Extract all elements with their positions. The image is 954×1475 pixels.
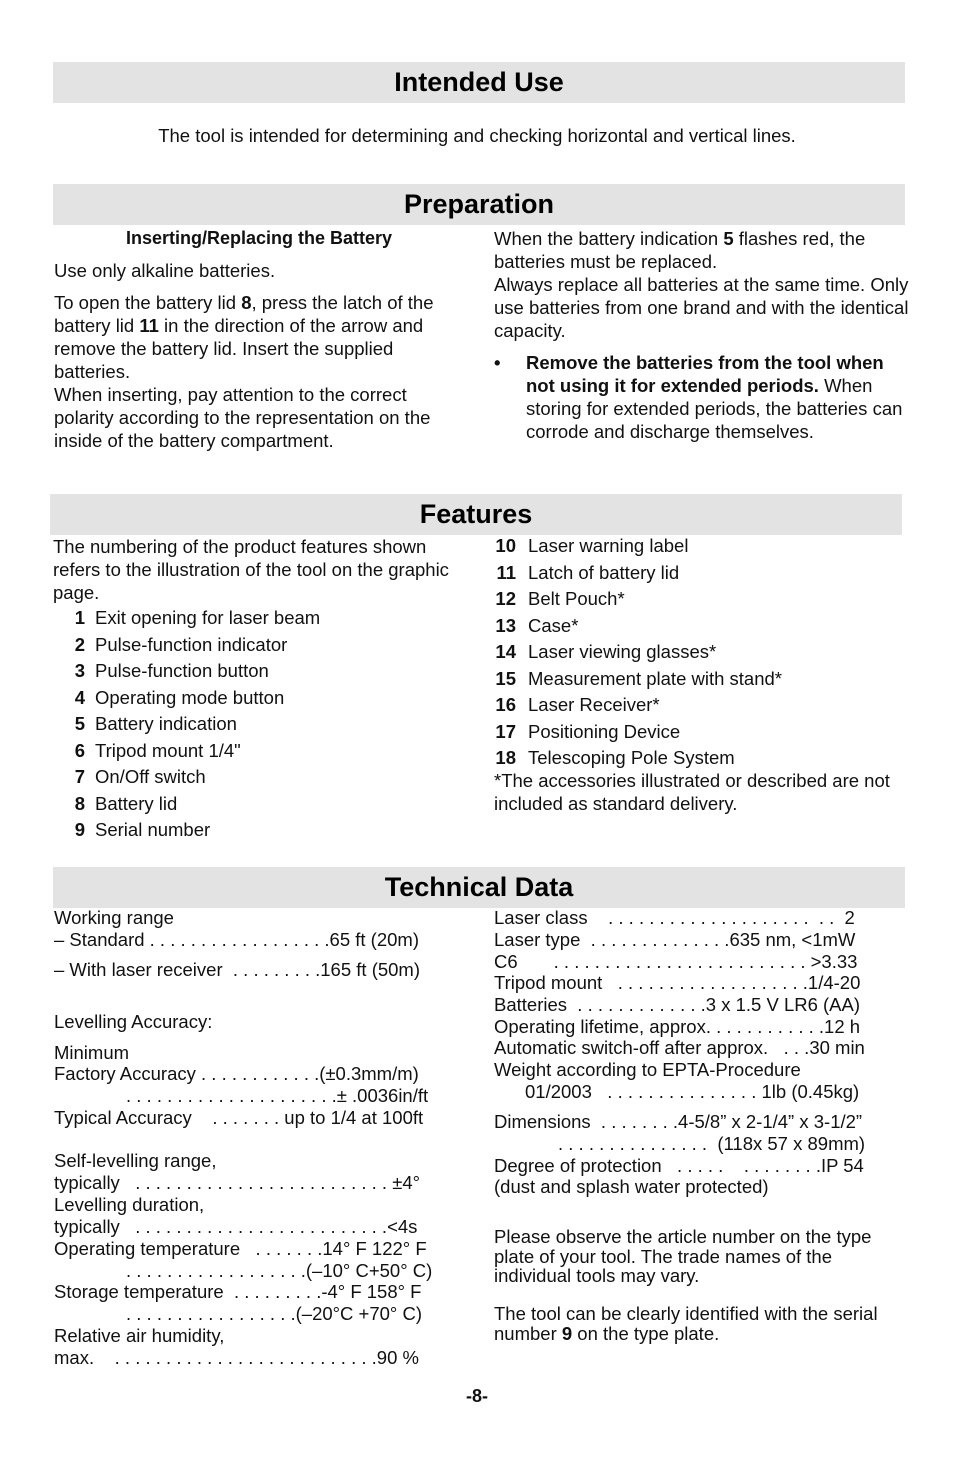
feature-label: Laser warning label bbox=[528, 535, 689, 556]
factory-accuracy: Factory Accuracy . . . . . . . . . . . .(±0.3mm/m) bbox=[54, 1063, 419, 1084]
operating-temperature: Operating temperature . . . . . . .14° F 122° F bbox=[54, 1238, 427, 1259]
feature-label: Tripod mount 1/4" bbox=[95, 739, 241, 761]
intended-use-heading: Intended Use bbox=[53, 62, 905, 103]
storage-temperature: Storage temperature . . . . . . . . .-4° F 158° F bbox=[54, 1281, 422, 1302]
feature-number: 18 bbox=[495, 747, 516, 768]
minimum-label: Minimum bbox=[54, 1042, 130, 1063]
factory-accuracy-inches: . . . . . . . . . . . . . . . . . . . . .± .0036in/ft bbox=[126, 1085, 429, 1106]
weight-value: 01/2003 . . . . . . . . . . . . . . . 1lb (0.45kg) bbox=[525, 1081, 860, 1102]
feature-item bbox=[494, 586, 910, 613]
feature-label: Pulse-function indicator bbox=[95, 633, 288, 655]
feature-label: Case* bbox=[528, 614, 579, 636]
feature-number: 2 bbox=[74, 633, 85, 655]
feature-number: 13 bbox=[495, 614, 516, 636]
feature-item bbox=[494, 692, 910, 719]
features-list-right bbox=[494, 533, 910, 772]
feature-item bbox=[494, 719, 910, 746]
feature-label: Laser Receiver* bbox=[528, 694, 660, 715]
battery-flash-note: When the battery indication 5 flashes red, the batteries must be replaced. bbox=[494, 228, 866, 272]
auto-switch-off: Automatic switch-off after approx. . . .30 min bbox=[494, 1037, 865, 1058]
feature-item bbox=[494, 639, 910, 666]
feature-label: Exit opening for laser beam bbox=[95, 607, 321, 628]
remove-batteries-warning: • Remove the batteries from the tool when not using it for extended periods. When storing for extended periods, the batteries can corrode and discharge themselves. bbox=[494, 352, 903, 442]
laser-type: Laser type . . . . . . . . . . . . . .635 nm, <1mW bbox=[494, 929, 856, 950]
feature-item bbox=[53, 711, 463, 738]
serial-number-note: The tool can be clearly identified with the serial number 9 on the type plate. bbox=[494, 1303, 878, 1344]
feature-label: Operating mode button bbox=[95, 686, 285, 708]
feature-label: On/Off switch bbox=[95, 766, 206, 787]
operating-lifetime: Operating lifetime, approx. . . . . . . . . . . .12 h bbox=[494, 1016, 861, 1037]
feature-item bbox=[53, 817, 463, 844]
feature-item bbox=[494, 613, 910, 640]
feature-label: Laser viewing glasses* bbox=[528, 641, 717, 662]
page-number: -8- bbox=[466, 1386, 488, 1406]
features-right-column bbox=[494, 533, 910, 815]
weight-label: Weight according to EPTA-Procedure bbox=[494, 1059, 801, 1080]
intended-use-text: The tool is intended for determining and checking horizontal and vertical lines. bbox=[158, 125, 796, 146]
feature-label: Serial number bbox=[95, 819, 211, 840]
tripod-mount: Tripod mount . . . . . . . . . . . . . . . . . . .1/4-20 bbox=[494, 972, 861, 993]
features-intro: The numbering of the product features shown refers to the illustration of the tool on the graphic page. bbox=[53, 536, 449, 603]
receiver-range: – With laser receiver . . . . . . . . .165 ft (50m) bbox=[54, 959, 420, 980]
self-levelling-value: typically . . . . . . . . . . . . . . . . . . . . . . . . . ±4° bbox=[54, 1172, 421, 1193]
preparation-right-column bbox=[494, 227, 910, 443]
storage-temperature-celsius: . . . . . . . . . . . . . . . . .(–20°C +70° C) bbox=[126, 1303, 422, 1324]
dimensions-inches: Dimensions . . . . . . . .4-5/8” x 2-1/4” x 3-1/2” bbox=[494, 1111, 863, 1132]
laser-class: Laser class . . . . . . . . . . . . . . . . . . . . . . 2 bbox=[494, 907, 855, 928]
feature-item bbox=[53, 738, 463, 765]
feature-number: 6 bbox=[74, 739, 85, 761]
batteries-spec: Batteries . . . . . . . . . . . . .3 x 1.5 V LR6 (AA) bbox=[494, 994, 861, 1015]
features-list-left bbox=[53, 605, 463, 844]
protection-note: (dust and splash water protected) bbox=[494, 1176, 769, 1197]
dimensions-mm: . . . . . . . . . . . . . . . (118x 57 x 89mm) bbox=[558, 1133, 866, 1154]
feature-number: 12 bbox=[495, 588, 516, 609]
accessories-footnote: *The accessories illustrated or described are not included as standard delivery. bbox=[494, 769, 890, 814]
feature-item bbox=[53, 791, 463, 818]
levelling-duration-label: Levelling duration, bbox=[54, 1194, 205, 1215]
feature-label: Measurement plate with stand* bbox=[528, 667, 782, 689]
technical-data-heading: Technical Data bbox=[53, 867, 905, 908]
feature-number: 8 bbox=[74, 792, 85, 814]
polarity-note: When inserting, pay attention to the correct polarity according to the representation on the inside of the battery compartment. bbox=[54, 384, 431, 451]
feature-label: Positioning Device bbox=[528, 720, 681, 742]
feature-item bbox=[53, 658, 463, 685]
feature-number: 15 bbox=[495, 667, 516, 689]
feature-number: 11 bbox=[496, 561, 516, 583]
standard-range: – Standard . . . . . . . . . . . . . . . . . .65 ft (20m) bbox=[54, 929, 419, 950]
features-heading: Features bbox=[50, 494, 902, 535]
alkaline-note: Use only alkaline batteries. bbox=[54, 260, 276, 281]
feature-item bbox=[494, 533, 910, 560]
working-range-label: Working range bbox=[54, 907, 174, 928]
typical-accuracy: Typical Accuracy . . . . . . . up to 1/4 at 100ft bbox=[54, 1107, 424, 1128]
feature-item bbox=[53, 685, 463, 712]
feature-item bbox=[53, 632, 463, 659]
feature-item bbox=[494, 560, 910, 587]
operating-temperature-celsius: . . . . . . . . . . . . . . . . . .(–10° C+50° C) bbox=[126, 1260, 433, 1281]
feature-label: Pulse-function button bbox=[95, 660, 269, 681]
feature-number: 10 bbox=[495, 535, 516, 556]
feature-label: Belt Pouch* bbox=[528, 588, 625, 609]
feature-number: 4 bbox=[74, 686, 85, 708]
feature-label: Telescoping Pole System bbox=[528, 747, 735, 768]
feature-number: 16 bbox=[495, 694, 516, 715]
feature-number: 5 bbox=[74, 713, 85, 734]
feature-number: 14 bbox=[495, 641, 516, 662]
replace-batteries-note: Always replace all batteries at the same time. Only use batteries from one brand and with the identical capacity. bbox=[494, 274, 909, 341]
self-levelling-label: Self-levelling range, bbox=[54, 1150, 217, 1171]
preparation-left-column bbox=[54, 227, 464, 452]
feature-number: 7 bbox=[74, 766, 85, 787]
feature-label: Latch of battery lid bbox=[528, 561, 680, 583]
preparation-heading: Preparation bbox=[53, 184, 905, 225]
feature-item bbox=[53, 764, 463, 791]
open-lid-instructions: To open the battery lid 8, press the latch of the battery lid 11 in the direction of the arrow and remove the battery lid. Insert the supplied batteries. bbox=[54, 292, 434, 382]
feature-item bbox=[53, 605, 463, 632]
article-number-note: Please observe the article number on the type plate of your tool. The trade names of the individual tools may vary. bbox=[494, 1226, 872, 1286]
feature-number: 3 bbox=[74, 660, 85, 681]
feature-label: Battery lid bbox=[95, 792, 178, 814]
feature-label: Battery indication bbox=[95, 713, 237, 734]
protection-degree: Degree of protection . . . . . . . . . . . . .IP 54 bbox=[494, 1155, 864, 1176]
humidity-label: Relative air humidity, bbox=[54, 1325, 225, 1346]
battery-subheading: Inserting/Replacing the Battery bbox=[125, 228, 393, 248]
feature-number: 9 bbox=[74, 819, 85, 840]
c6-value: C6 . . . . . . . . . . . . . . . . . . . . . . . . . >3.33 bbox=[494, 951, 858, 972]
feature-number: 1 bbox=[74, 607, 85, 628]
humidity-value: max. . . . . . . . . . . . . . . . . . . . . . . . . . .90 % bbox=[54, 1347, 419, 1368]
levelling-duration-value: typically . . . . . . . . . . . . . . . . . . . . . . . . .<4s bbox=[54, 1216, 418, 1237]
feature-item bbox=[494, 666, 910, 693]
features-left-column bbox=[53, 535, 463, 844]
levelling-accuracy-label: Levelling Accuracy: bbox=[54, 1011, 213, 1032]
bullet-icon: • bbox=[494, 352, 501, 373]
feature-number: 17 bbox=[495, 720, 516, 742]
